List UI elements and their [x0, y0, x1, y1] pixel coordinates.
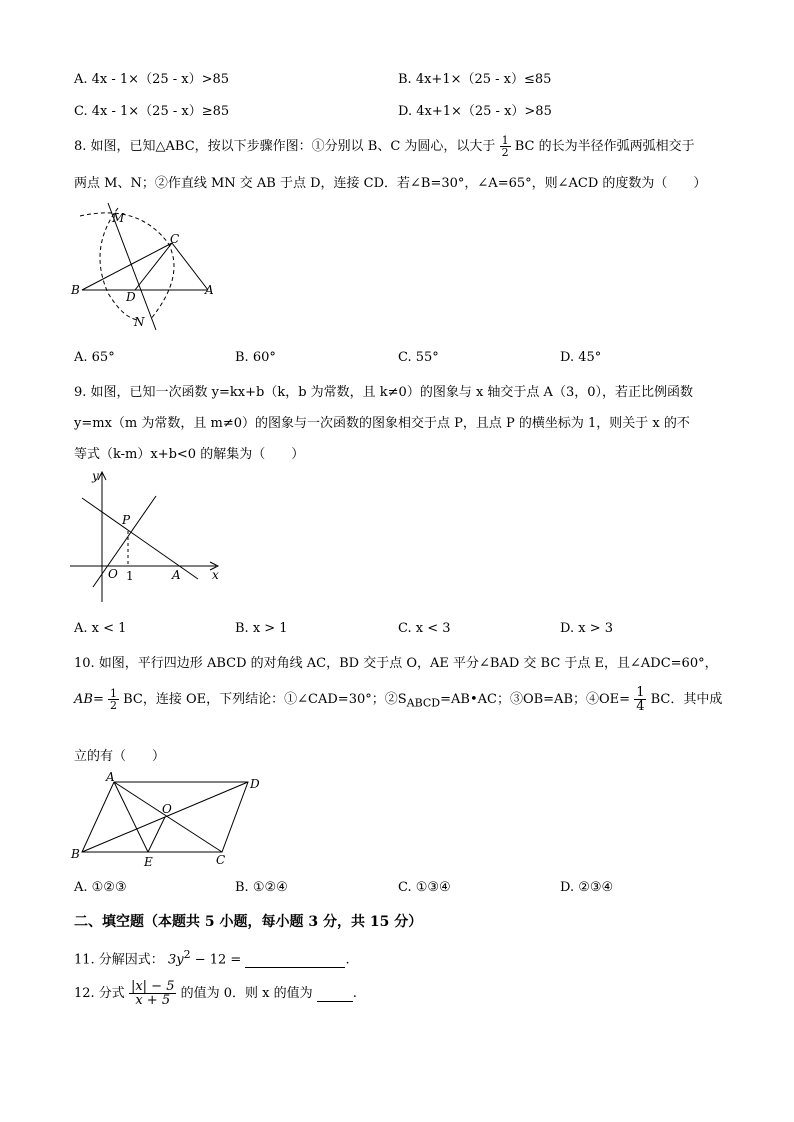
- label-x: x: [212, 568, 219, 582]
- label-m: M: [112, 211, 125, 225]
- q11-prefix: 11. 分解因式：: [74, 952, 164, 968]
- q12-text: 的值为 0．则 x 的值为: [180, 986, 313, 1001]
- q11-expr: 3y: [167, 952, 184, 968]
- q8-frac-den: 2: [501, 146, 509, 159]
- label-a: A: [172, 568, 181, 582]
- segment-oe: [148, 817, 165, 852]
- label-a: A: [205, 283, 214, 297]
- q10-line3: 立的有（ ）: [74, 749, 166, 764]
- q11-period: .: [345, 952, 350, 968]
- label-n: N: [134, 315, 145, 329]
- q12-period: .: [352, 986, 357, 1001]
- q11-line: [74, 948, 350, 968]
- label-a: A: [106, 770, 115, 784]
- q10-frac2-num: 1: [636, 685, 645, 700]
- label-c: C: [216, 853, 226, 867]
- q10-option-a: A. ①②③: [74, 880, 127, 895]
- segment-cd: [135, 243, 172, 290]
- q10-ab-eq: AB=: [74, 692, 104, 707]
- q7-option-b: B. 4x+1×（25 - x）≤85: [398, 72, 552, 87]
- q12-answer-blank[interactable]: [317, 986, 353, 1002]
- label-e: E: [144, 855, 153, 869]
- segment-bc: [82, 243, 172, 290]
- q10-line2: [74, 686, 722, 713]
- q10-frac2-den: 4: [636, 699, 645, 714]
- q9-figure: [66, 466, 230, 608]
- q9-line2: y=mx（m 为常数，且 m≠0）的图象与一次函数的图象相交于点 P，且点 P 的横坐标为 1，则关于 x 的不: [74, 416, 690, 431]
- q10-option-d: D. ②③④: [560, 880, 614, 895]
- q8-text-pre: 8. 如图，已知△ABC，按以下步骤作图：①分别以 B、C 为圆心，以大于: [74, 139, 496, 154]
- q11-answer-blank[interactable]: [245, 952, 345, 968]
- q8-option-a: A. 65°: [74, 350, 115, 365]
- q12-prefix: 12. 分式: [74, 986, 125, 1001]
- q8-figure: [68, 198, 228, 338]
- q10-subscript: ABCD: [406, 696, 441, 710]
- q12-line: [74, 980, 357, 1007]
- q9-option-a: A. x < 1: [74, 621, 127, 636]
- q8-fraction: [500, 135, 511, 158]
- q8-line2: 两点 M、N；②作直线 MN 交 AB 于点 D，连接 CD．若∠B=30°，∠A=65°，则∠ACD 的度数为（ ）: [74, 176, 707, 191]
- q12-fraction: [129, 980, 177, 1007]
- label-o: O: [108, 567, 118, 581]
- section-heading-fill-in: 二、填空题（本题共 5 小题，每小题 3 分，共 15 分）: [74, 914, 423, 930]
- q8-frac-num: 1: [501, 134, 509, 147]
- label-y: y: [92, 469, 99, 483]
- q10-frac1-num: 1: [109, 687, 117, 700]
- q7-option-c: C. 4x - 1×（25 - x）≥85: [74, 104, 230, 119]
- label-c: C: [170, 232, 180, 246]
- q10-option-c: C. ①③④: [398, 880, 451, 895]
- q12-frac-num: |x| − 5: [130, 979, 175, 994]
- q8-option-d: D. 45°: [560, 350, 602, 365]
- q12-frac-den: x + 5: [135, 993, 171, 1008]
- q10-fraction-half: [108, 688, 119, 711]
- label-one: 1: [126, 569, 134, 583]
- q10-figure: [66, 770, 266, 870]
- q10-text-mid2: =AB•AC；③OB=AB；④OE=: [440, 692, 631, 707]
- q9-option-d: D. x > 3: [560, 621, 613, 636]
- q10-fraction-quarter: [634, 686, 646, 713]
- q11-exponent: 2: [183, 948, 191, 961]
- q9-option-b: B. x > 1: [235, 621, 288, 636]
- segment-ca: [172, 243, 208, 290]
- q9-line3: 等式（k-m）x+b<0 的解集为（ ）: [74, 447, 305, 462]
- q10-option-b: B. ①②④: [235, 880, 288, 895]
- label-b: B: [71, 283, 80, 297]
- diagonal-ac: [114, 782, 222, 852]
- label-b: B: [71, 847, 80, 861]
- line-kx-plus-b: [82, 498, 198, 579]
- label-d: D: [250, 777, 260, 791]
- q10-frac1-den: 2: [109, 699, 117, 712]
- q8-option-b: B. 60°: [235, 350, 276, 365]
- label-o: O: [162, 802, 172, 816]
- q8-option-c: C. 55°: [398, 350, 439, 365]
- q10-text-mid: BC，连接 OE，下列结论：①∠CAD=30°；②S: [123, 692, 407, 707]
- q11-expr2: − 12 =: [190, 952, 242, 968]
- q8-line1: [74, 135, 695, 158]
- label-d: D: [126, 290, 136, 304]
- q7-option-a: A. 4x - 1×（25 - x）>85: [74, 72, 230, 87]
- q10-text-post: BC．其中成: [650, 692, 723, 707]
- label-p: P: [122, 513, 131, 527]
- q9-line1: 9. 如图，已知一次函数 y=kx+b（k，b 为常数，且 k≠0）的图象与 x 轴交于点 A（3，0），若正比例函数: [74, 385, 693, 400]
- q8-text-post: BC 的长为半径作弧两弧相交于: [514, 139, 695, 154]
- q10-line1: 10. 如图，平行四边形 ABCD 的对角线 AC，BD 交于点 O，AE 平分∠BAD 交 BC 于点 E，且∠ADC=60°，: [74, 656, 718, 671]
- q9-option-c: C. x < 3: [398, 621, 451, 636]
- q7-option-d: D. 4x+1×（25 - x）>85: [398, 104, 552, 119]
